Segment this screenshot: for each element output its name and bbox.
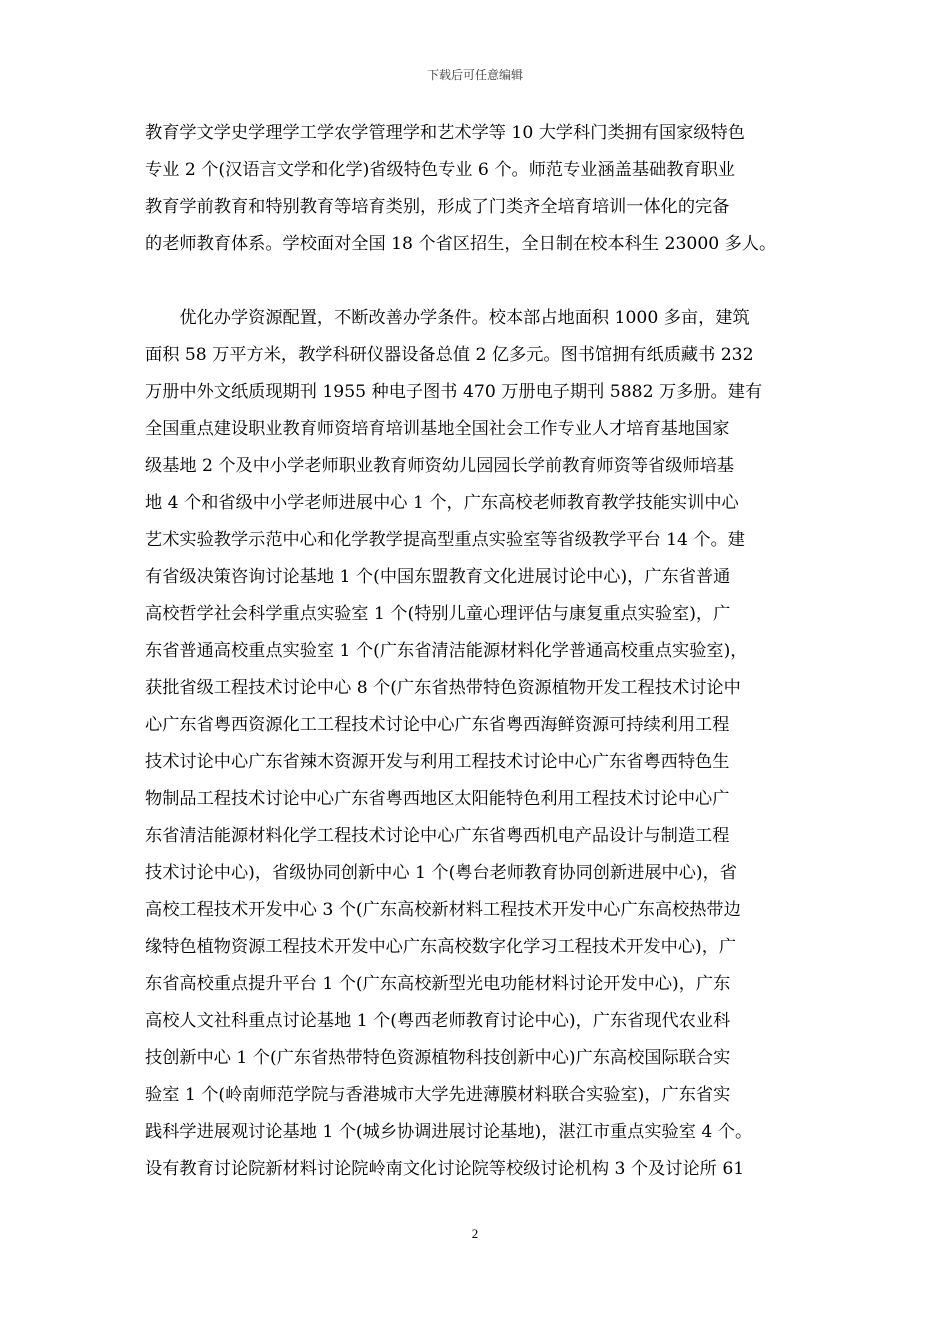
page-header: 下载后可任意编辑 (426, 68, 523, 82)
text-line: 的老师教育体系。学校面对全国 18 个省区招生，全日制在校本科生 23000 多人。 (145, 234, 777, 254)
text-line: 优化办学资源配置，不断改善办学条件。校本部占地面积 1000 多亩，建筑 (145, 308, 750, 328)
page-number: 2 (471, 1226, 479, 1241)
text-line: 万册中外文纸质现期刊 1955 种电子图书 470 万册电子期刊 5882 万多册。建有 (145, 382, 763, 402)
text-line: 缘特色植物资源工程技术开发中心广东高校数字化学习工程技术开发中心)，广 (145, 937, 737, 957)
text-line: 教育学前教育和特别教育等培育类别，形成了门类齐全培育培训一体化的完备 (145, 197, 730, 217)
text-line: 获批省级工程技术讨论中心 8 个(广东省热带特色资源植物开发工程技术讨论中 (145, 678, 741, 698)
text-line: 艺术实验教学示范中心和化学教学提高型重点实验室等省级教学平台 14 个。建 (145, 530, 745, 550)
text-line: 技术讨论中心)，省级协同创新中心 1 个(粤台老师教育协同创新进展中心)，省 (145, 863, 737, 883)
text-line: 技术讨论中心广东省辣木资源开发与利用工程技术讨论中心广东省粤西特色生 (145, 752, 730, 772)
paragraph-1 (145, 115, 815, 263)
text-line: 高校哲学社会科学重点实验室 1 个(特别儿童心理评估与康复重点实验室)，广 (145, 604, 731, 624)
document-body (145, 115, 815, 1188)
text-line: 地 4 个和省级中小学老师进展中心 1 个，广东高校老师教育教学技能实训中心 (145, 493, 739, 513)
text-line: 面积 58 万平方米，教学科研仪器设备总值 2 亿多元。图书馆拥有纸质藏书 232 (145, 345, 754, 365)
text-line: 高校人文社科重点讨论基地 1 个(粤西老师教育讨论中心)，广东省现代农业科 (145, 1011, 731, 1031)
text-line: 设有教育讨论院新材料讨论院岭南文化讨论院等校级讨论机构 3 个及讨论所 61 (145, 1159, 745, 1179)
text-line: 物制品工程技术讨论中心广东省粤西地区太阳能特色利用工程技术讨论中心广 (145, 789, 730, 809)
text-line: 专业 2 个(汉语言文学和化学)省级特色专业 6 个。师范专业涵盖基础教育职业 (145, 160, 735, 180)
text-line: 践科学进展观讨论基地 1 个(城乡协调进展讨论基地)，湛江市重点实验室 4 个。 (145, 1122, 753, 1142)
text-line: 东省清洁能源材料化学工程技术讨论中心广东省粤西机电产品设计与制造工程 (145, 826, 730, 846)
text-line: 有省级决策咨询讨论基地 1 个(中国东盟教育文化进展讨论中心)，广东省普通 (145, 567, 731, 587)
text-line: 高校工程技术开发中心 3 个(广东高校新材料工程技术开发中心广东高校热带边 (145, 900, 741, 920)
text-line: 级基地 2 个及中小学老师职业教育师资幼儿园园长学前教育师资等省级师培基 (145, 456, 735, 476)
text-line: 心广东省粤西资源化工工程技术讨论中心广东省粤西海鲜资源可持续利用工程 (145, 715, 730, 735)
text-line: 验室 1 个(岭南师范学院与香港城市大学先进薄膜材料联合实验室)，广东省实 (145, 1085, 731, 1105)
text-line: 技创新中心 1 个(广东省热带特色资源植物科技创新中心)广东高校国际联合实 (145, 1048, 731, 1068)
text-line: 东省普通高校重点实验室 1 个(广东省清洁能源材料化学普通高校重点实验室)， (145, 641, 748, 661)
text-line: 教育学文学史学理学工学农学管理学和艺术学等 10 大学科门类拥有国家级特色 (145, 123, 745, 143)
paragraph-gap (145, 263, 815, 300)
paragraph-2 (145, 300, 815, 1188)
text-line: 东省高校重点提升平台 1 个(广东高校新型光电功能材料讨论开发中心)，广东 (145, 974, 731, 994)
text-line: 全国重点建设职业教育师资培育培训基地全国社会工作专业人才培育基地国家 (145, 419, 730, 439)
